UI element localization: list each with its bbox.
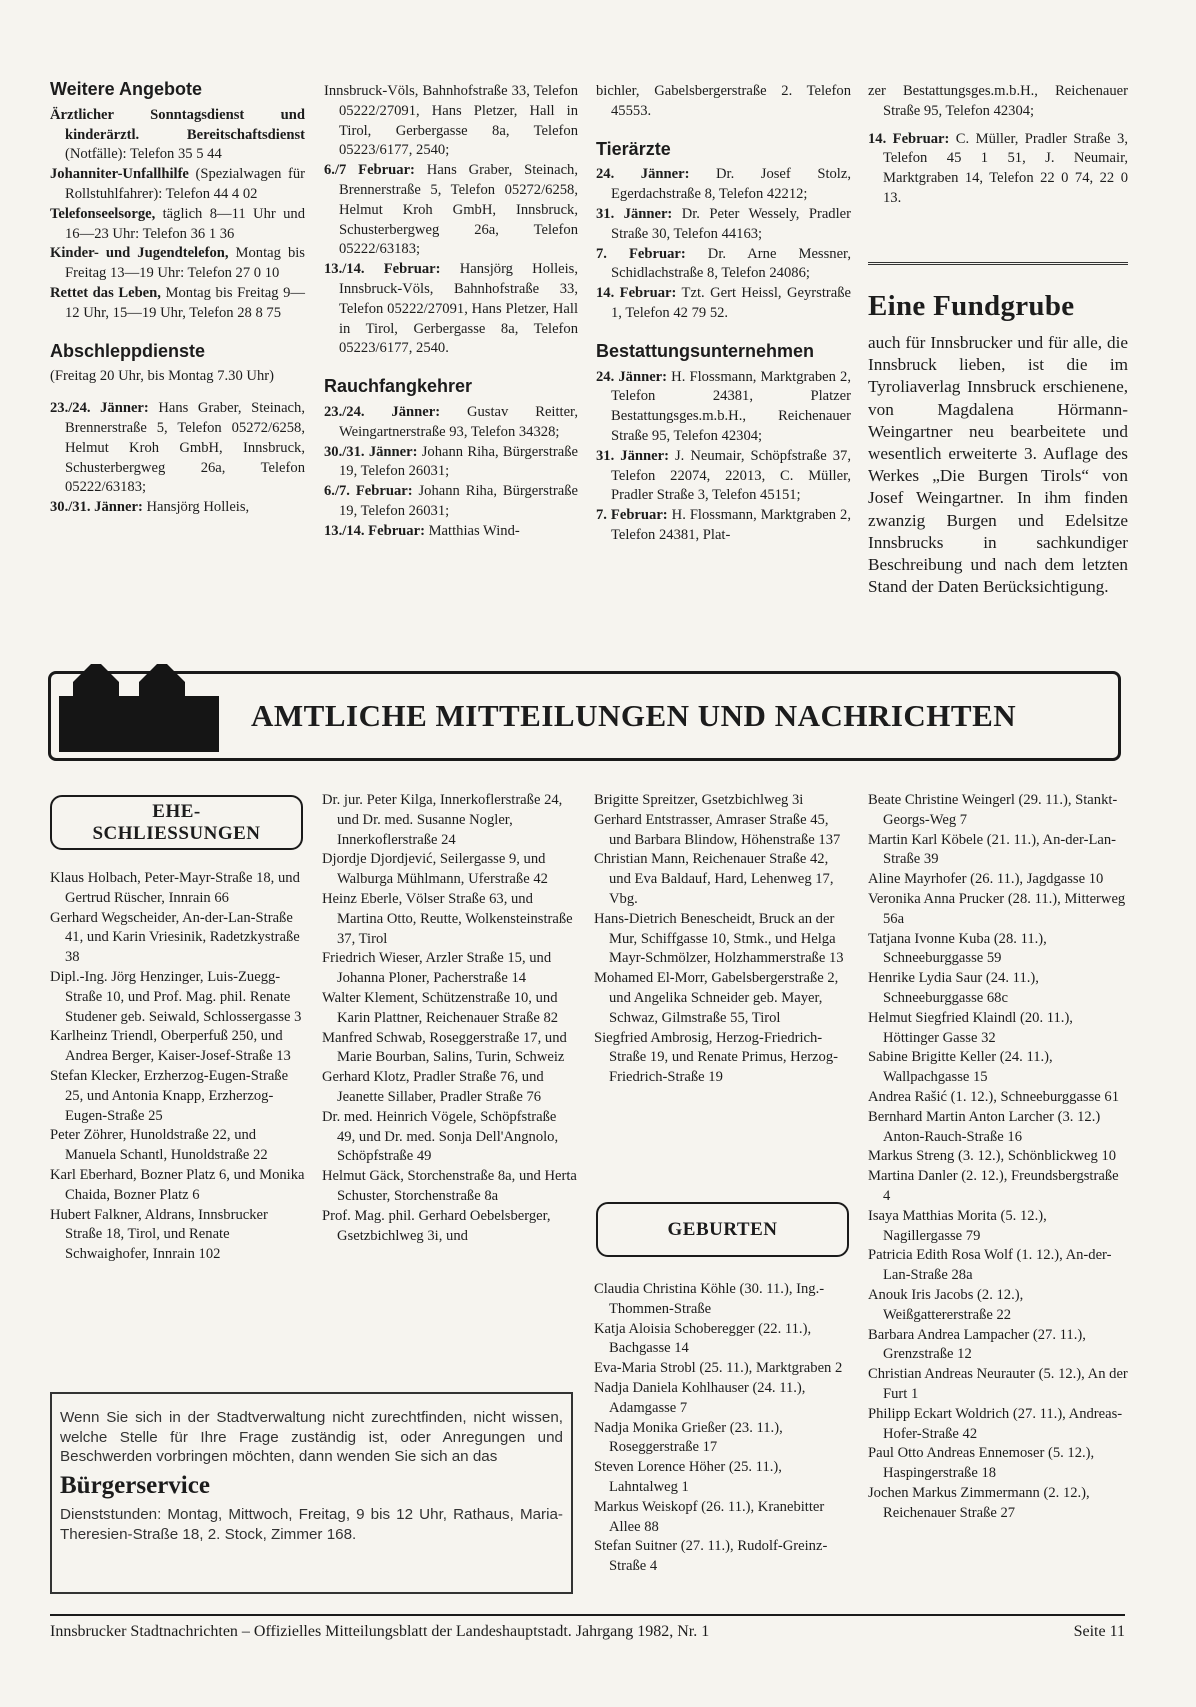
list-item: Karlheinz Triendl, Oberperfuß 250, und Andrea Berger, Kaiser-Josef-Straße 13 [50,1028,291,1065]
top-column-4 [868,82,1128,209]
list-item: Christian Andreas Neurauter (5. 12.), An der Furt 1 [868,1366,1128,1402]
list-item: Brigitte Spreitzer, Gsetzbichlweg 3i [594,792,804,808]
list-item: Eva-Maria Strobl (25. 11.), Marktgraben 2 [594,1360,843,1377]
eheschliessungen-label [50,795,303,850]
entry-date: 23./24. Jänner: [50,400,149,417]
entry-text: Dr. Josef Stolz, Egerdachstraße 8, Telefon 42212; [611,166,851,203]
footer-rule [50,1614,1125,1616]
list-item: Walter Klement, Schützenstraße 10, und Karin Plattner, Reichenauer Straße 82 [322,989,559,1026]
geburten-list-4 [868,791,1128,1523]
heading-weitere-angebote: Weitere Angebote [50,79,203,99]
entry-text: C. Müller, Pradler Straße 3, Telefon 45 1 51, J. Neumair, Marktgraben 14, Telefon 22 0 74, 22 0 13. [883,130,1128,206]
list-item: Markus Streng (3. 12.), Schönblickweg 10 [868,1148,1117,1165]
entry-text: Gustav Reitter, Weingartnerstraße 93, Telefon 34328; [339,403,578,440]
entry-text: Johann Riha, Bürgerstraße 19, Telefon 26031; [339,483,578,519]
list-item: Anouk Iris Jacobs (2. 12.), Weißgattererstraße 22 [868,1286,1024,1323]
footer-text: Innsbrucker Stadtnachrichten – Offizielles Mitteilungsblatt der Landeshauptstadt. Jahrgang 1982, Nr. 1 [50,1623,710,1640]
list-item: Claudia Christina Köhle (30. 11.), Ing.-Thommen-Straße [594,1281,825,1317]
entry-date: Johanniter-Unfallhilfe [50,166,189,183]
list-item: Nadja Monika Grießer (23. 11.), Roseggerstraße 17 [594,1419,783,1456]
list-item: Gerhard Klotz, Pradler Straße 76, und Jeanette Sillaber, Pradler Straße 76 [322,1069,544,1105]
entry-text: Dr. Peter Wessely, Pradler Straße 30, Telefon 44163; [611,205,851,242]
list-item: Henrike Lydia Saur (24. 11.), Schneeburggasse 68c [868,970,1039,1006]
geburten-column-3 [594,1280,851,1577]
ehe-column-3 [594,791,851,1088]
list-item: Jochen Markus Zimmermann (2. 12.), Reichenauer Straße 27 [868,1484,1090,1521]
buergerservice-hours: Dienststunden: Montag, Mittwoch, Freitag, 9 bis 12 Uhr, Rathaus, Maria-Theresien-Straße 18, 2. Stock, Zimmer 168. [60,1506,563,1543]
entry-text: Dr. Arne Messner, Schidlachstraße 8, Telefon 24086; [611,245,851,282]
list-item: Gerhard Wegscheider, An-der-Lan-Straße 41, und Karin Vriesinik, Radetzkystraße 38 [50,909,300,966]
entry-text: (Spezialwagen für Rollstuhlfahrer): Telefon 44 4 02 [65,166,305,202]
list-item: Manfred Schwab, Roseggerstraße 17, und Marie Bourban, Salins, Turin, Schweiz [322,1029,567,1066]
entry-date: 14. Februar: [868,130,950,147]
entry [50,399,305,498]
list-item: Dr. med. Heinrich Vögele, Schöpfstraße 49, und Dr. med. Sonja Dell'Angnolo, Schöpfstraße 49 [322,1108,559,1165]
heading-bestattung: Bestattungsunternehmen [596,340,815,361]
entry [596,368,851,447]
heading-tieraerzte: Tierärzte [596,138,671,159]
geburten-list-3 [594,1280,851,1577]
list-item: Philipp Eckart Woldrich (27. 11.), Andreas-Hofer-Straße 42 [868,1405,1123,1442]
continued-text: Innsbruck-Völs, Bahnhofstraße 33, Telefon 05222/27091, Hans Pletzer, Hall in Tirol, Gerbergasse 8a, Telefon 05223/6177, 2540; [324,83,578,159]
list-item: Prof. Mag. phil. Gerhard Oebelsberger, Gsetzbichlweg 3i, und [322,1207,551,1244]
entry-text: J. Neumair, Schöpfstraße 37, Telefon 22074, 22013, C. Müller, Pradler Straße 3, Telefon 45151; [611,447,851,504]
top-column-1 [50,80,305,518]
entry-text: (Notfälle): Telefon 35 5 44 [65,146,222,163]
entry [50,106,305,165]
heading-rauchfangkehrer: Rauchfangkehrer [324,376,473,397]
entry [50,498,305,518]
column-divider-rule [868,262,1128,267]
entry-text: Johann Riha, Bürgerstraße 19, Telefon 26031; [339,443,578,480]
list-item: Katja Aloisia Schoberegger (22. 11.), Bachgasse 14 [594,1320,812,1357]
top-column-2 [324,82,578,542]
entry-text: täglich 8—11 Uhr und 16—23 Uhr: Telefon 36 1 36 [65,205,305,242]
list-item: Sabine Brigitte Keller (24. 11.), Wallpachgasse 15 [868,1049,1053,1086]
page-number: Seite 11 [1073,1623,1125,1640]
list-item: Isaya Matthias Morita (5. 12.), Nagillergasse 79 [868,1207,1047,1244]
label-line-2: SCHLIESSUNGEN [92,823,261,844]
entry [596,165,851,205]
entry-text: Montag bis Freitag 13—19 Uhr: Telefon 27 0 10 [65,245,305,282]
list-item: Siegfried Ambrosig, Herzog-Friedrich-Straße 19, und Renate Primus, Herzog-Friedrich-Straße 19 [594,1029,838,1086]
buergerservice-intro: Wenn Sie sich in der Stadtverwaltung nicht zurechtfinden, nicht wissen, welche Stelle für Ihre Frage zuständig ist, oder Anregungen und Beschwerden vorbringen möchten, dann wenden Sie sich an das [60,1409,563,1465]
list-item: Djordje Djordjević, Seilergasse 9, und Walburga Mühlmann, Uferstraße 42 [322,851,548,888]
entry [324,482,578,522]
ehe-column-1 [50,869,305,1265]
list-item: Bernhard Martin Anton Larcher (3. 12.) Anton-Rauch-Straße 16 [868,1108,1101,1145]
list-item: Friedrich Wieser, Arzler Straße 15, und Johanna Ploner, Pacherstraße 14 [322,950,552,987]
buergerservice-title: Bürgerservice [60,1471,210,1499]
entry [596,447,851,506]
entry [596,284,851,324]
top-column-3 [596,82,851,546]
heading-abschleppdienste: Abschleppdienste [50,340,206,361]
list-item: Markus Weiskopf (26. 11.), Kranebitter Allee 88 [594,1498,825,1535]
entry [868,130,1128,209]
entry [324,522,578,542]
entry-date: 6./7. Februar: [324,483,413,500]
ehe-list-1 [50,869,305,1265]
entry-text: Hansjörg Holleis, Innsbruck-Völs, Bahnhofstraße 33, Telefon 05222/27091, Hans Pletzer, Hall in Tirol, Gerbergasse 8a, Telefon 05223/6177, 2540. [339,261,578,357]
entry-date: 24. Jänner: [596,368,668,385]
list-item: Gerhard Entstrasser, Amraser Straße 45, und Barbara Blindow, Höhenstraße 137 [594,811,841,848]
entry-date: 23./24. Jänner: [324,403,441,420]
entry-text: H. Flossmann, Marktgraben 2, Telefon 24381, Platzer Bestattungsges.m.b.H., Reichenauer Straße 95, Telefon 42304; [611,368,851,444]
entry-date: 31. Jänner: [596,205,673,222]
list-item: Helmut Gäck, Storchenstraße 8a, und Herta Schuster, Storchenstraße 8a [322,1168,577,1204]
entry [324,443,578,483]
best-list [596,368,851,546]
list-item: Aline Mayrhofer (26. 11.), Jagdgasse 10 [868,871,1104,888]
entry [50,205,305,245]
entry-text: Matthias Wind- [424,522,520,539]
entry-text: H. Flossmann, Marktgraben 2, Telefon 24381, Plat- [611,507,851,543]
entry [50,244,305,284]
tier-list [596,165,851,323]
list-item: Nadja Daniela Kohlhauser (24. 11.), Adamgasse 7 [594,1379,806,1416]
entry-date: 14. Februar: [596,285,677,302]
label-line-1: EHE- [152,801,201,822]
list-item: Dr. jur. Peter Kilga, Innerkoflerstraße 24, und Dr. med. Susanne Nogler, Innerkoflerstraße 24 [322,792,563,848]
entry-date: 13./14. Februar: [324,261,441,278]
entry [324,403,578,443]
geburten-label [596,1202,849,1257]
entry-date: Ärztlicher Sonntagsdienst und kinderärztl. Bereitschaftsdienst [50,106,305,143]
abschlepp-list-2 [324,161,578,359]
entry-text: Hans Graber, Steinach, Brennerstraße 5, Telefon 05272/6258, Helmut Kroh GmbH, Innsbruck, Schusterbergweg 26a, Telefon 05222/63183; [65,400,305,496]
list-item: Dipl.-Ing. Jörg Henzinger, Luis-Zuegg-Straße 10, und Prof. Mag. phil. Renate Studener geb. Seiwald, Schlossergasse 3 [50,968,302,1025]
entry-date: 13./14. Februar: [324,522,425,539]
list-item: Stefan Suitner (27. 11.), Rudolf-Greinz-Straße 4 [594,1538,828,1575]
list-item: Helmut Siegfried Klaindl (20. 11.), Höttinger Gasse 32 [868,1009,1073,1046]
entry-date: 24. Jänner: [596,166,690,183]
page-footer [50,1623,1125,1641]
list-item: Paul Otto Andreas Ennemoser (5. 12.), Haspingerstraße 18 [868,1445,1095,1482]
list-item: Veronika Anna Prucker (28. 11.), Mitterweg 56a [868,890,1126,927]
ehe-column-2 [322,791,578,1246]
list-item: Martin Karl Köbele (21. 11.), An-der-Lan-Straße 39 [868,831,1116,868]
geburten-column-4 [868,791,1128,1523]
list-item: Andrea Rašić (1. 12.), Schneeburggasse 61 [868,1088,1120,1105]
list-item: Stefan Klecker, Erzherzog-Eugen-Straße 25, und Antonia Knapp, Erzherzog-Eugen-Straße 25 [50,1067,289,1124]
list-item: Klaus Holbach, Peter-Mayr-Straße 18, und Gertrud Rüscher, Innrain 66 [50,870,300,906]
entry [50,165,305,205]
entry [324,161,578,260]
entry-date: Telefonseelsorge, [50,205,156,222]
entry [596,245,851,285]
entry-date: 6./7 Februar: [324,162,415,179]
castle-icon [59,656,229,766]
ehe-list-2 [322,791,578,1246]
entry-text: Tzt. Gert Heissl, Geyrstraße 1, Telefon 42 79 52. [611,285,851,321]
list-item: Martina Danler (2. 12.), Freundsbergstraße 4 [868,1168,1119,1204]
list-item: Beate Christine Weingerl (29. 11.), Stankt-Georgs-Weg 7 [868,792,1118,828]
list-item: Steven Lorence Höher (25. 11.), Lahntalweg 1 [594,1459,782,1495]
continued-text: bichler, Gabelsbergerstraße 2. Telefon 45553. [596,83,851,119]
ehe-list-3 [594,791,851,1088]
entry-date: 30./31. Jänner: [50,499,143,516]
best-list-2 [868,130,1128,209]
entry-date: 31. Jänner: [596,447,669,464]
list-item: Hans-Dietrich Benescheidt, Bruck an der Mur, Schiffgasse 10, Stmk., und Helga Mayr-Schmölzer, Holzhammerstraße 13 [594,910,844,967]
entry-text: Hans Graber, Steinach, Brennerstraße 5, Telefon 05272/6258, Helmut Kroh GmbH, Innsbruck, Schusterbergweg 26a, Telefon 05222/63183; [339,162,578,258]
list-item: Karl Eberhard, Bozner Platz 6, und Monika Chaida, Bozner Platz 6 [50,1166,305,1203]
geburten-label-text: GEBURTEN [667,1219,778,1240]
entry-text: Montag bis Freitag 9—12 Uhr, 15—19 Uhr, Telefon 28 8 75 [65,284,305,321]
list-item: Mohamed El-Morr, Gabelsbergerstraße 2, und Angelika Schneider geb. Mayer, Schwaz, Gilmstraße 55, Tirol [594,970,839,1026]
fundgrube-text: auch für Innsbrucker und für alle, die Innsbruck lieben, ist die im Tyroliaverlag Innsbruck erschienene, von Magdalena Hörmann-Weingartner neu bearbeitete und wesentlich erweiterte 3. Auflage des Werkes „Die Burgen Tirols“ von Josef Weingartner. In ihm finden zwanzig Burgen und Edelsitze Innsbrucks in sachkundiger Beschreibung und nach dem letzten Stand der Daten Berücksichtigung. [868,333,1128,597]
entry-date: 30./31. Jänner: [324,443,418,460]
entry [50,284,305,324]
list-item: Tatjana Ivonne Kuba (28. 11.), Schneeburggasse 59 [868,930,1047,967]
list-item: Christian Mann, Reichenauer Straße 42, und Eva Baldauf, Hard, Lehenweg 17, Vbg. [594,851,834,907]
amtliche-banner [48,671,1121,761]
buergerservice-box [50,1392,573,1594]
banner-title: AMTLICHE MITTEILUNGEN UND NACHRICHTEN [251,698,1017,733]
entry-date: 7. Februar: [596,245,686,262]
list-item: Peter Zöhrer, Hunoldstraße 22, und Manuela Schantl, Hunoldstraße 22 [50,1127,268,1164]
list-item: Patricia Edith Rosa Wolf (1. 12.), An-der-Lan-Straße 28a [868,1247,1112,1284]
entry [596,506,851,546]
abschlepp-note: (Freitag 20 Uhr, bis Montag 7.30 Uhr) [50,368,274,385]
list-item: Heinz Eberle, Völser Straße 63, und Martina Otto, Reutte, Wolkensteinstraße 37, Tirol [322,890,573,947]
list-item: Hubert Falkner, Aldrans, Innsbrucker Straße 18, Tirol, und Renate Schwaighofer, Innrain 102 [50,1206,268,1263]
entry-text: Hansjörg Holleis, [142,499,250,516]
continued-text: zer Bestattungsges.m.b.H., Reichenauer Straße 95, Telefon 42304; [868,83,1128,119]
weitere-list [50,106,305,324]
entry [596,205,851,245]
entry [324,260,578,359]
entry-date: 7. Februar: [596,507,668,524]
entry-date: Rettet das Leben, [50,284,161,301]
fundgrube-title: Eine Fundgrube [868,290,1075,322]
entry-date: Kinder- und Jugendtelefon, [50,245,229,262]
abschlepp-list [50,399,305,518]
list-item: Barbara Andrea Lampacher (27. 11.), Grenzstraße 12 [868,1326,1086,1363]
rauch-list [324,403,578,542]
